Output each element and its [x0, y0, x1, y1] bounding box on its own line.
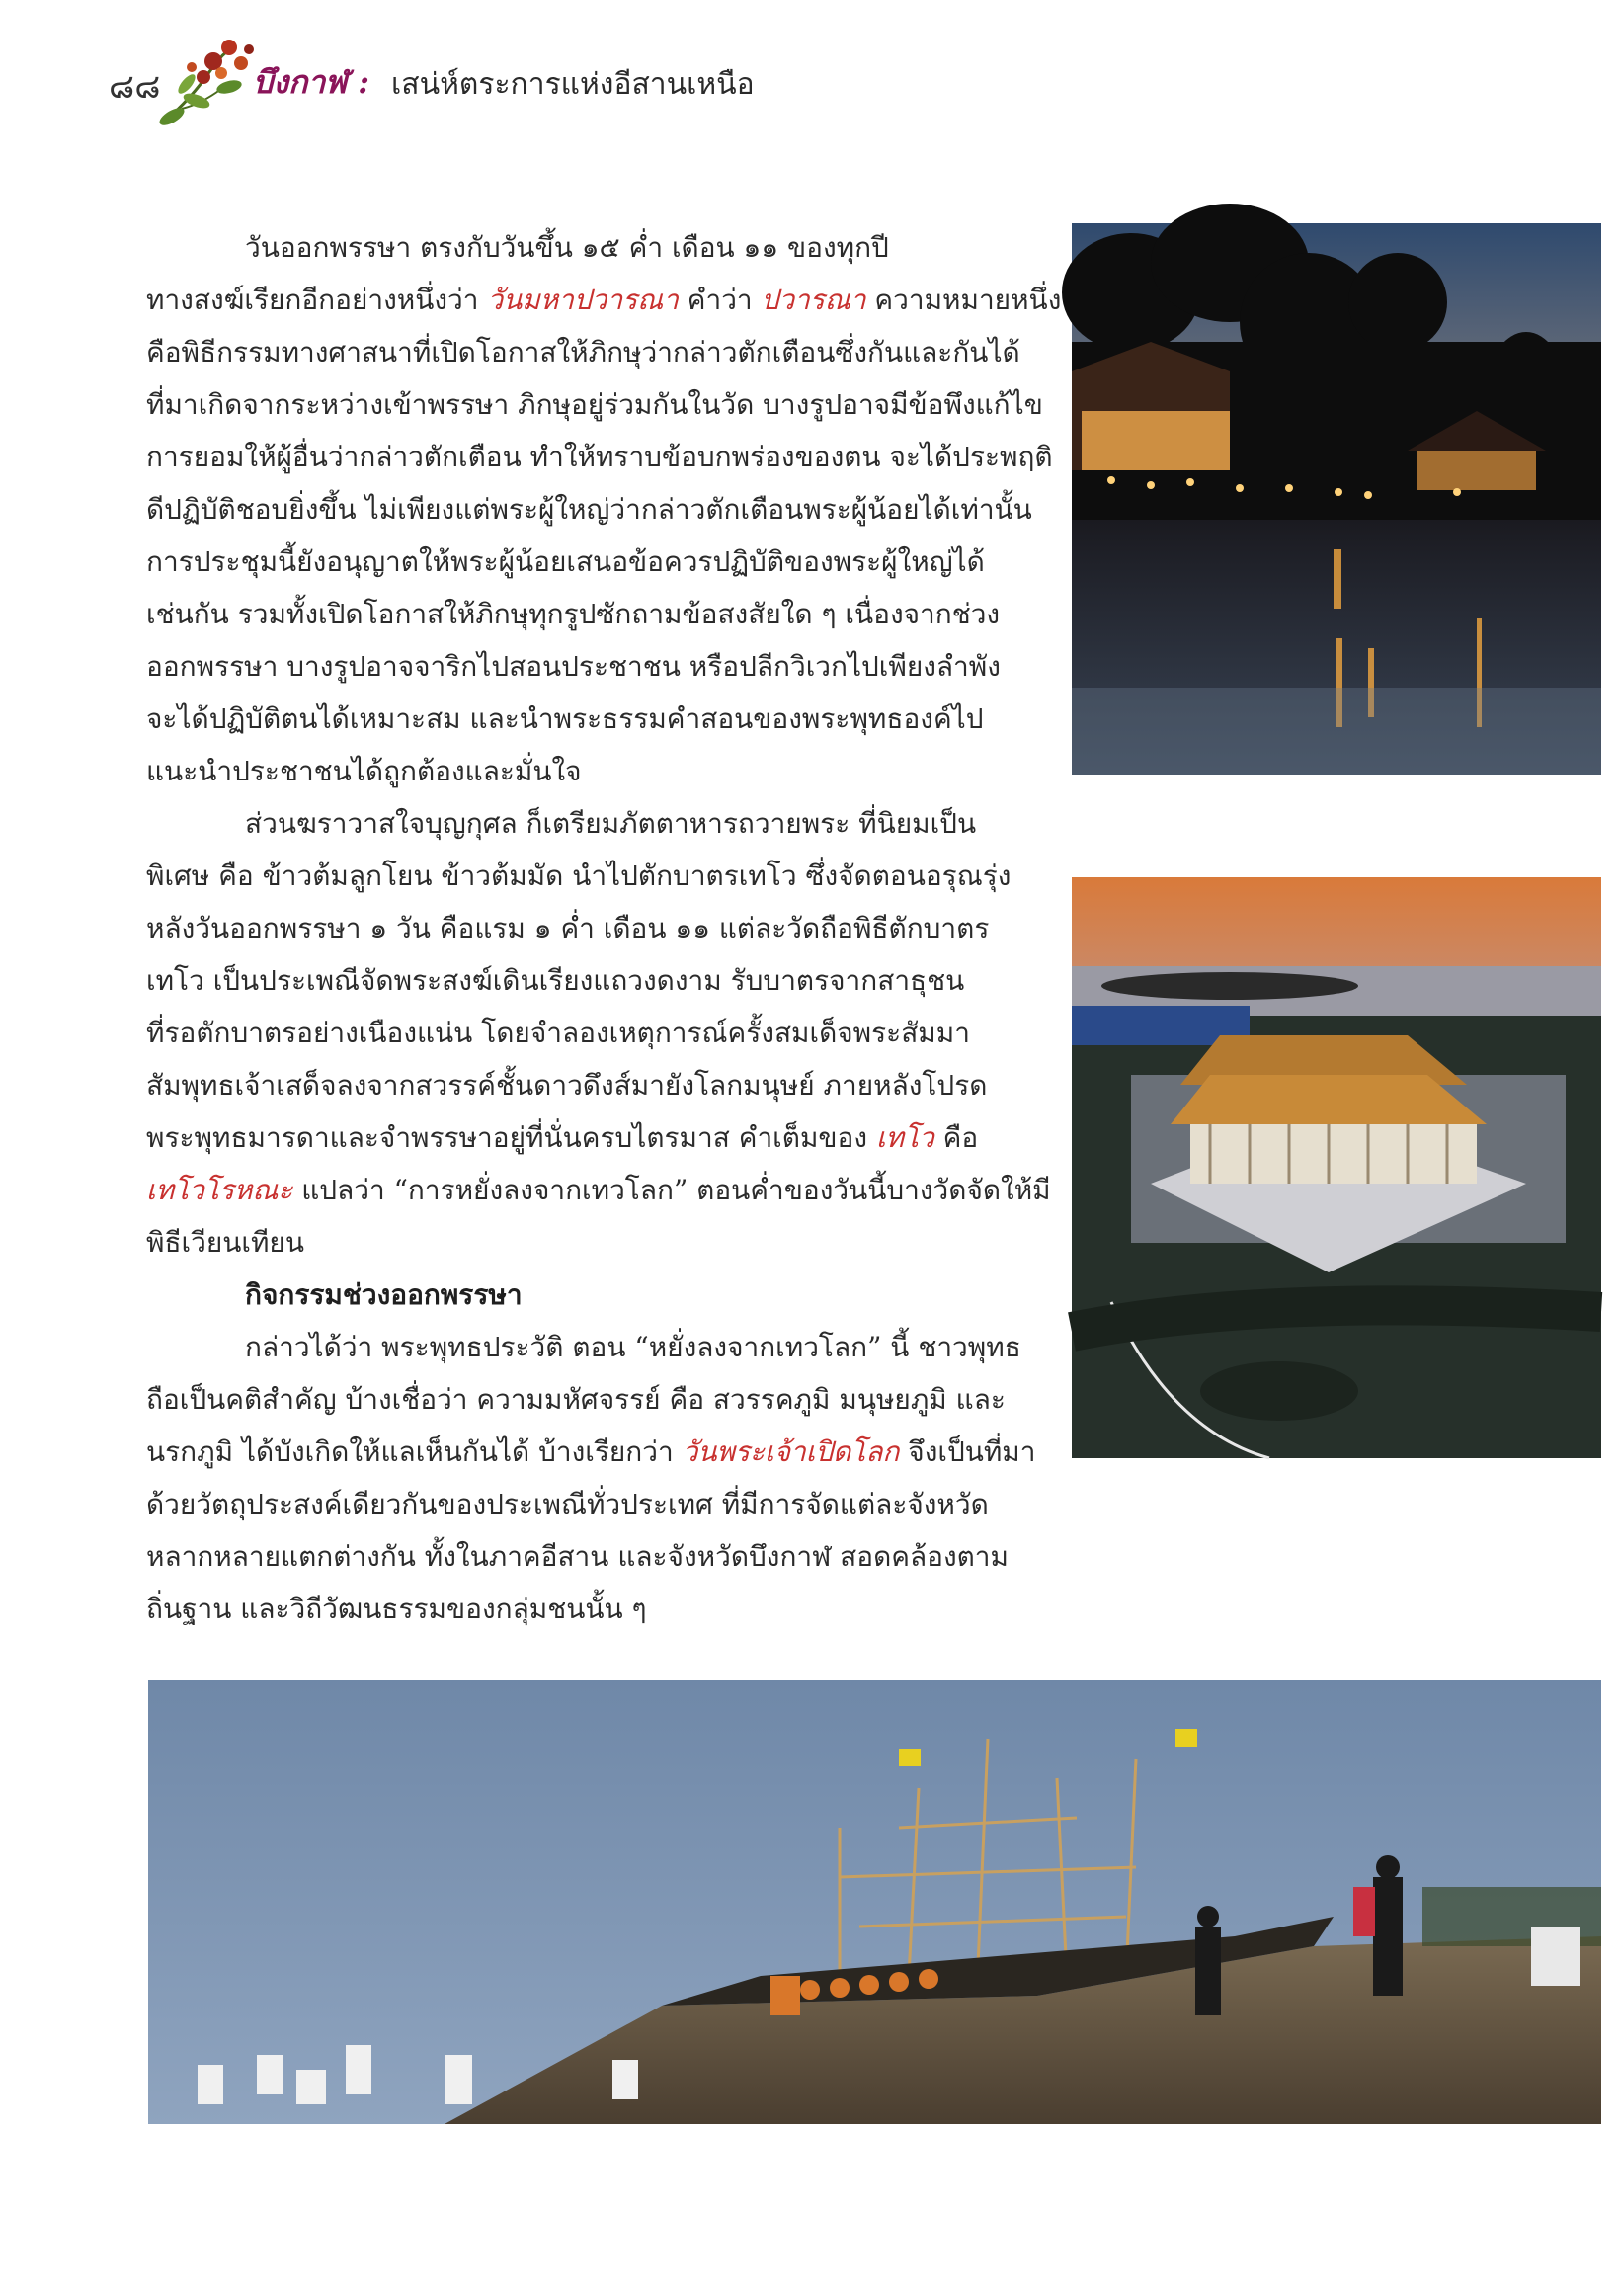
term-thewo: เทโว	[875, 1121, 934, 1154]
text-line	[146, 797, 1033, 850]
text-line	[146, 1059, 1033, 1111]
text-line	[146, 693, 1033, 745]
text-span: จะได้ปฏิบัติตนได้เหมาะสม และนำพระธรรมคำสอนของพระพุทธองค์ไป	[146, 702, 984, 735]
text-span: คำว่า	[678, 284, 762, 316]
text-line	[146, 1426, 1036, 1478]
text-span: ส่วนฆราวาสใจบุญกุศล ก็เตรียมภัตตาหารถวายพระ ที่นิยมเป็น	[245, 807, 977, 840]
text-span: หลังวันออกพรรษา ๑ วัน คือแรม ๑ ค่ำ เดือน ๑๑ แต่ละวัดถือพิธีตักบาตร	[146, 912, 990, 944]
text-line	[146, 588, 1033, 640]
text-span: ถือเป็นคติสำคัญ บ้างเชื่อว่า ความมหัศจรรย์ คือ สวรรคภูมิ มนุษยภูมิ และ	[146, 1383, 1006, 1416]
page-header	[109, 30, 800, 138]
text-span: ดีปฏิบัติชอบยิ่งขึ้น ไม่เพียงแต่พระผู้ใหญ่ว่ากล่าวตักเตือนพระผู้น้อยได้เท่านั้น	[146, 493, 1032, 526]
article-body	[146, 221, 1062, 1635]
text-span: การยอมให้ผู้อื่นว่ากล่าวตักเตือน ทำให้ทราบข้อบกพร่องของตน จะได้ประพฤติ	[146, 441, 1053, 473]
text-span: คือ	[933, 1121, 979, 1154]
text-line	[146, 640, 1033, 693]
text-span: พระพุทธมารดาและจำพรรษาอยู่ที่นั่นครบไตรมาส คำเต็มของ	[146, 1121, 876, 1154]
text-line	[146, 1583, 1033, 1635]
text-span: คือพิธีกรรมทางศาสนาที่เปิดโอกาสให้ภิกษุว่ากล่าวตักเตือนซึ่งกันและกันได้	[146, 336, 1020, 369]
term-maha-pavarana: วันมหาปวารณา	[487, 284, 679, 316]
text-line	[146, 221, 1033, 274]
text-line	[146, 1321, 1033, 1373]
text-line	[146, 326, 1033, 378]
text-span: เช่นกัน รวมทั้งเปิดโอกาสให้ภิกษุทุกรูปซักถามข้อสงสัยใด ๆ เนื่องจากช่วง	[146, 598, 1001, 630]
text-span: การประชุมนี้ยังอนุญาตให้พระผู้น้อยเสนอข้อควรปฏิบัติของพระผู้ใหญ่ได้	[146, 545, 985, 578]
text-line	[146, 745, 1033, 797]
text-span: ด้วยวัตถุประสงค์เดียวกันของประเพณีทั่วประเทศ ที่มีการจัดแต่ละจังหวัด	[146, 1488, 989, 1520]
text-line	[146, 274, 1062, 326]
text-line	[146, 1530, 1033, 1583]
text-span: จึงเป็นที่มา	[899, 1435, 1036, 1468]
book-title: บึงกาฬ :	[253, 63, 370, 101]
text-span: ที่รอตักบาตรอย่างเนืองแน่น โดยจำลองเหตุการณ์ครั้งสมเด็จพระสัมมา	[146, 1017, 970, 1049]
term-pavarana: ปวารณา	[761, 284, 866, 316]
text-span: ความหมายหนึ่ง	[865, 284, 1062, 316]
text-line	[146, 431, 1053, 483]
text-span: ถิ่นฐาน และวิถีวัฒนธรรมของกลุ่มชนนั้น ๆ	[146, 1593, 647, 1625]
text-line	[146, 850, 1033, 902]
book-subtitle: เสน่ห์ตระการแห่งอีสานเหนือ	[391, 67, 755, 102]
page-number: ๘๘	[109, 67, 161, 107]
text-line	[146, 1111, 1033, 1164]
text-span: แปลว่า “การหยั่งลงจากเทวโลก” ตอนค่ำของวันนี้บางวัดจัดให้มี	[292, 1174, 1051, 1206]
photo-riverbank-ceremony	[148, 1680, 1601, 2124]
text-span: นรกภูมิ ได้บังเกิดให้แลเห็นกันได้ บ้างเรียกว่า	[146, 1435, 683, 1468]
text-span: ที่มาเกิดจากระหว่างเข้าพรรษา ภิกษุอยู่ร่วมกันในวัด บางรูปอาจมีข้อพึงแก้ไข	[146, 388, 1043, 421]
text-line	[146, 1373, 1033, 1426]
text-span: ออกพรรษา บางรูปอาจจาริกไปสอนประชาชน หรือปลีกวิเวกไปเพียงลำพัง	[146, 650, 1001, 683]
text-line	[146, 1164, 1051, 1216]
term-thewo-rohana: เทโวโรหณะ	[146, 1174, 293, 1206]
text-span: ทางสงฆ์เรียกอีกอย่างหนึ่งว่า	[146, 284, 488, 316]
photo-riverside-temple-dusk	[1072, 223, 1601, 775]
text-span: วันออกพรรษา ตรงกับวันขึ้น ๑๕ ค่ำ เดือน ๑๑ ของทุกปี	[245, 231, 889, 264]
photo-temple-riverbank	[1072, 877, 1601, 1458]
text-span: แนะนำประชาชนได้ถูกต้องและมั่นใจ	[146, 755, 582, 787]
text-span: สัมพุทธเจ้าเสด็จลงจากสวรรค์ชั้นดาวดึงส์มายังโลกมนุษย์ ภายหลังโปรด	[146, 1069, 988, 1102]
text-line	[146, 378, 1043, 431]
text-line	[146, 1216, 1033, 1269]
section-subheading: กิจกรรมช่วงออกพรรษา	[245, 1278, 523, 1311]
text-line	[146, 902, 1033, 954]
text-span: พิธีเวียนเทียน	[146, 1226, 304, 1259]
text-span: พิเศษ คือ ข้าวต้มลูกโยน ข้าวต้มมัด นำไปตักบาตรเทโว ซึ่งจัดตอนอรุณรุ่ง	[146, 860, 1012, 892]
text-line	[146, 483, 1033, 535]
text-span: เทโว เป็นประเพณีจัดพระสงฆ์เดินเรียงแถวงดงาม รับบาตรจากสาธุชน	[146, 964, 965, 997]
text-span: กล่าวได้ว่า พระพุทธประวัติ ตอน “หยั่งลงจากเทวโลก” นี้ ชาวพุทธ	[245, 1331, 1021, 1363]
text-line	[146, 1478, 1033, 1530]
text-line	[146, 954, 1033, 1007]
text-line	[146, 1007, 1033, 1059]
term-phra-chao-poet-lok: วันพระเจ้าเปิดโลก	[682, 1435, 900, 1468]
text-span: หลากหลายแตกต่างกัน ทั้งในภาคอีสาน และจังหวัดบึงกาฬ สอดคล้องตาม	[146, 1540, 1009, 1573]
text-line	[146, 535, 1033, 588]
